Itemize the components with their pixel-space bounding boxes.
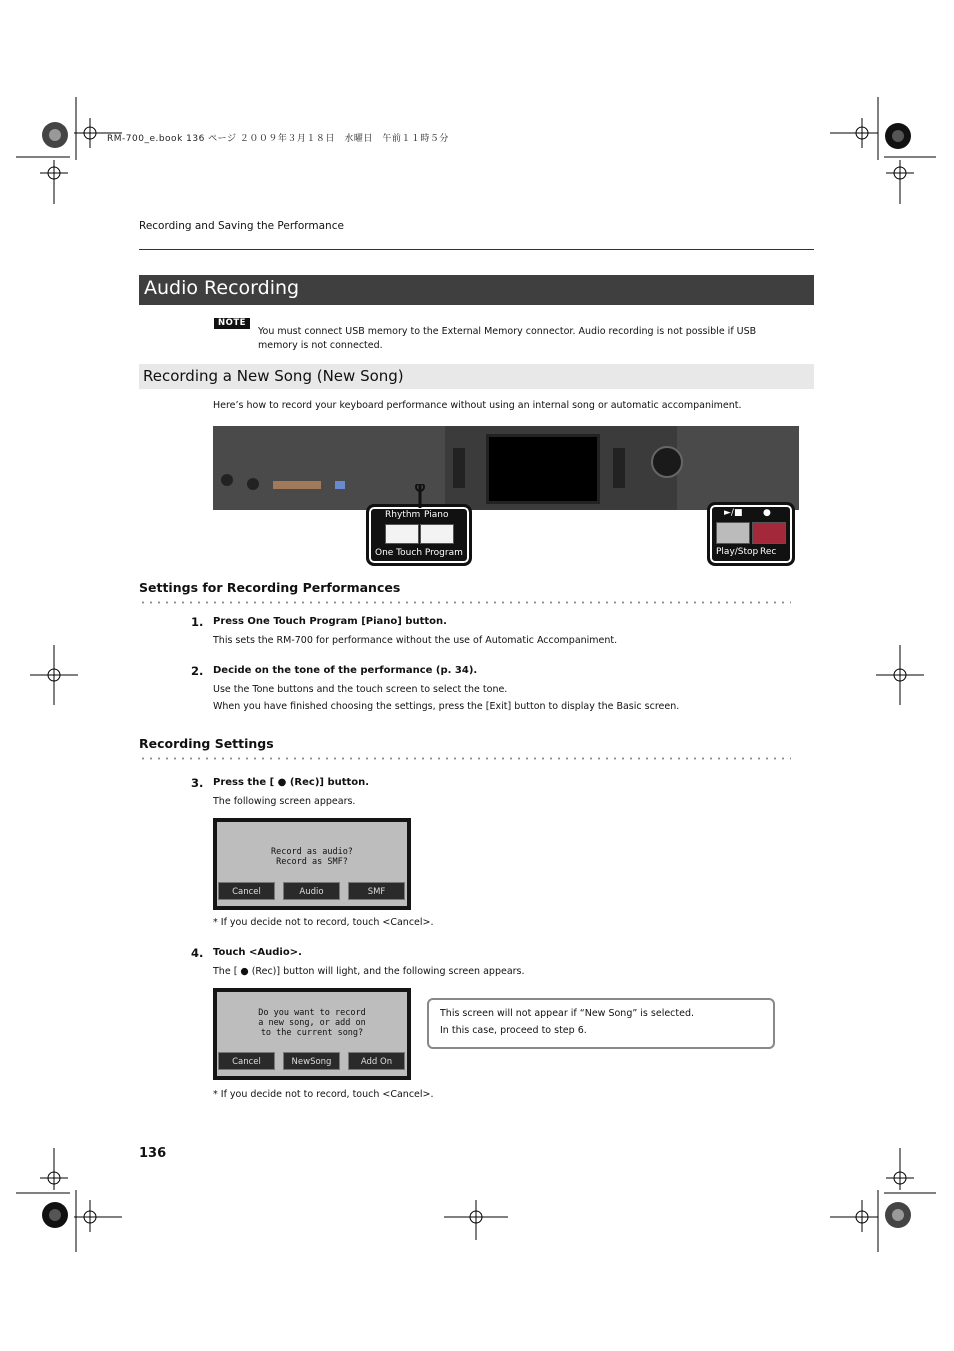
variation-buttons (273, 481, 321, 489)
new-song-button[interactable]: NewSong (283, 1052, 340, 1070)
record-format-screen (213, 818, 411, 910)
one-touch-program-callout (366, 504, 472, 566)
rec-label: Rec (760, 547, 777, 557)
note-badge: NOTE (214, 318, 250, 329)
step-3-title: Press the [ ● (Rec)] button. (213, 777, 370, 788)
step-2-title: Decide on the tone of the performance (p. 34). (213, 665, 478, 676)
print-meta: RM-700_e.book 136 ページ ２００９年３月１８日 水曜日 午前１１時５分 (107, 134, 449, 144)
step-2-body-1: Use the Tone buttons and the touch screen to select the tone. (213, 684, 508, 695)
new-song-screen (213, 988, 411, 1080)
volume-knob-icon (221, 474, 233, 486)
rhythm-button[interactable] (385, 524, 419, 544)
screen-line: a new song, or add on (258, 1018, 366, 1028)
cancel-button[interactable]: Cancel (218, 1052, 275, 1070)
recording-heading: Recording Settings (139, 736, 274, 751)
step-4-title: Touch <Audio>. (213, 947, 302, 958)
settings-heading: Settings for Recording Performances (139, 580, 401, 595)
subsection-title: Recording a New Song (New Song) (143, 367, 404, 385)
step-1-number: 1. (191, 615, 204, 629)
play-stop-icon: ►/■ (724, 508, 743, 518)
intro-text: Here’s how to record your keyboard performance without using an internal song or automatic accompaniment. (213, 400, 742, 411)
running-header: Recording and Saving the Performance (139, 220, 344, 232)
piano-button[interactable] (420, 524, 454, 544)
audio-button[interactable]: Audio (283, 882, 340, 900)
play-stop-label: Play/Stop (716, 547, 759, 557)
cancel-button[interactable]: Cancel (218, 882, 275, 900)
screen2-footnote: * If you decide not to record, touch <Cancel>. (213, 1089, 434, 1100)
section-title-bar (139, 275, 814, 305)
info-line-2: In this case, proceed to step 6. (440, 1025, 587, 1036)
balance-knob-icon (247, 478, 259, 490)
blue-button (335, 481, 345, 489)
subsection-title-bar (139, 364, 814, 389)
info-line-1: This screen will not appear if “New Song” is selected. (440, 1008, 695, 1019)
screen-background (217, 822, 407, 906)
callout-piano-label: Piano (424, 510, 449, 520)
add-on-button[interactable]: Add On (348, 1052, 405, 1070)
note-text: You must connect USB memory to the External Memory connector. Audio recording is not possible if USB memory is not connected. (258, 326, 757, 351)
section-title: Audio Recording (144, 277, 300, 299)
screen-line: Do you want to record (258, 1008, 366, 1018)
step-2-body-2: When you have finished choosing the settings, press the [Exit] button to display the Basic screen. (213, 701, 680, 712)
dial-knob-icon (651, 446, 683, 478)
step-4-body: The [ ● (Rec)] button will light, and the following screen appears. (213, 966, 525, 977)
play-stop-button[interactable] (716, 522, 750, 544)
dotted-divider (139, 601, 791, 604)
step-1-title: Press One Touch Program [Piano] button. (213, 616, 447, 627)
step-3-body: The following screen appears. (213, 796, 356, 807)
screen-background (217, 992, 407, 1076)
page-number: 136 (139, 1146, 167, 1161)
screen1-footnote: * If you decide not to record, touch <Cancel>. (213, 917, 434, 928)
header-rule (139, 249, 814, 250)
step-1-body: This sets the RM-700 for performance without the use of Automatic Accompaniment. (213, 635, 618, 646)
step-3-number: 3. (191, 776, 204, 790)
callout-one-touch-label: One Touch Program (375, 548, 463, 558)
panel-side-buttons-left (453, 448, 465, 488)
screen-line: Record as SMF? (276, 857, 348, 867)
dotted-divider (139, 757, 791, 760)
step-4-number: 4. (191, 946, 204, 960)
rec-button[interactable] (752, 522, 786, 544)
rec-icon: ● (763, 508, 771, 518)
keyboard-panel-illustration (213, 426, 799, 510)
screen-line: Record as audio? (271, 847, 353, 857)
panel-display (486, 434, 600, 504)
panel-right-section (677, 426, 799, 510)
screen-line: to the current song? (260, 1028, 364, 1038)
panel-side-buttons-right (613, 448, 625, 488)
callout-pointer-left (410, 484, 430, 508)
info-box (427, 998, 775, 1049)
step-2-number: 2. (191, 664, 204, 678)
callout-rhythm-label: Rhythm (385, 510, 421, 520)
play-rec-callout (707, 502, 795, 566)
smf-button[interactable]: SMF (348, 882, 405, 900)
